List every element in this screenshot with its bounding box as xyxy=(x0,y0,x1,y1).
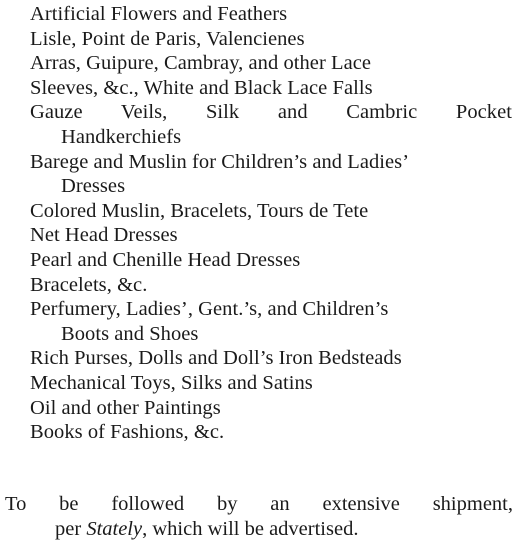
list-item-line: Artificial Flowers and Feathers xyxy=(30,3,288,25)
shipment-note xyxy=(5,492,513,541)
shipment-note-prefix: per xyxy=(55,517,87,540)
list-item xyxy=(30,100,512,149)
goods-list xyxy=(32,2,512,445)
list-item xyxy=(30,396,512,421)
shipment-note-line-2 xyxy=(5,517,513,542)
list-item xyxy=(30,420,512,445)
shipment-note-line-1: To be followed by an extensive shipment, xyxy=(5,493,513,515)
list-item-line: Colored Muslin, Bracelets, Tours de Tete xyxy=(30,199,369,222)
list-item-continuation: Handkerchiefs xyxy=(61,125,182,148)
list-item xyxy=(30,199,512,224)
list-item xyxy=(30,150,512,199)
list-item xyxy=(30,27,512,52)
ship-name: Stately xyxy=(86,517,143,540)
list-item-line: Mechanical Toys, Silks and Satins xyxy=(30,371,313,394)
shipment-note-suffix: , which will be advertised. xyxy=(142,517,359,540)
list-item-line: Oil and other Paintings xyxy=(30,396,221,419)
list-item-line: Perfumery, Ladies’, Gent.’s, and Children’s xyxy=(30,298,389,321)
list-item xyxy=(30,273,512,298)
list-item-line: Arras, Guipure, Cambray, and other Lace xyxy=(30,52,372,75)
list-item-line: Net Head Dresses xyxy=(30,224,178,247)
list-item xyxy=(30,2,512,27)
list-item xyxy=(30,371,512,396)
list-item-line: Sleeves, &c., White and Black Lace Falls xyxy=(30,76,373,99)
list-item-continuation: Dresses xyxy=(61,175,126,198)
list-item xyxy=(30,346,512,371)
list-item xyxy=(30,297,512,346)
list-item-line: Bracelets, &c. xyxy=(30,273,148,296)
list-item-line: Rich Purses, Dolls and Doll’s Iron Bedsteads xyxy=(30,347,402,370)
list-item-line: Lisle, Point de Paris, Valencienes xyxy=(30,27,305,50)
list-item xyxy=(30,223,512,248)
list-item-line: Pearl and Chenille Head Dresses xyxy=(30,248,301,271)
list-item-line: Gauze Veils, Silk and Cambric Pocket xyxy=(30,101,512,124)
list-item-line: Barege and Muslin for Children’s and Ladies’ xyxy=(30,150,410,173)
list-item-continuation: Boots and Shoes xyxy=(61,322,199,345)
list-item xyxy=(30,248,512,273)
list-item-line: Books of Fashions, &c. xyxy=(30,421,225,444)
list-item xyxy=(30,76,512,101)
list-item xyxy=(30,51,512,76)
